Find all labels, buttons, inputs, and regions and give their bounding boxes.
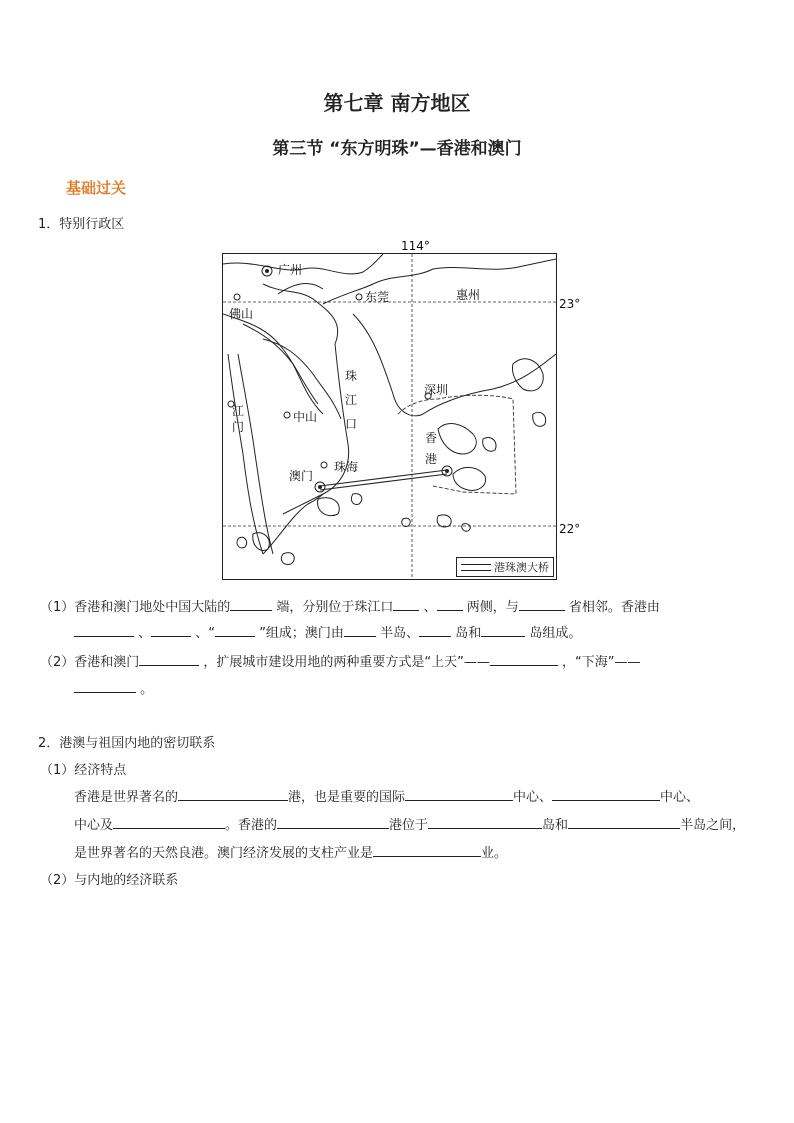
q1-p1-text-i: 半岛、 xyxy=(380,626,420,641)
blank-direction[interactable] xyxy=(230,598,272,611)
q1-p2-text-b: ，扩展城市建设用地的两种重要方式是“上天”—— xyxy=(203,655,490,670)
label-zhongshan: 中山 xyxy=(293,410,318,424)
dongguan-marker-icon xyxy=(356,294,362,300)
q1-part2-line1 xyxy=(40,651,641,670)
map-legend xyxy=(456,557,554,577)
hk-island-3 xyxy=(483,437,496,451)
q1-p2-text-c: ，“下海”—— xyxy=(562,655,641,670)
south-island-6 xyxy=(402,518,410,526)
blank-province[interactable] xyxy=(519,598,565,611)
q2-p1-line xyxy=(74,786,699,805)
q1-part1-line2 xyxy=(74,622,581,641)
coast-northeast xyxy=(323,259,556,304)
label-jiangmen-2: 门 xyxy=(232,420,245,434)
bridge-line-2 xyxy=(320,474,447,490)
blank-pillar-industry[interactable] xyxy=(373,844,481,857)
blank-macau-island-2[interactable] xyxy=(481,624,525,637)
blank-side-2[interactable] xyxy=(437,598,463,611)
blank-side-1[interactable] xyxy=(393,598,419,611)
blank-peninsula-name[interactable] xyxy=(568,816,680,829)
label-zhuhai: 珠海 xyxy=(334,460,359,474)
q1-p1-text-d: 两侧，与 xyxy=(466,600,519,615)
blank-center-1[interactable] xyxy=(405,788,513,801)
q1-part2-line2 xyxy=(74,678,153,697)
q2-p3-line xyxy=(74,842,507,861)
coord-22: 22° xyxy=(559,522,581,536)
hk-island-2 xyxy=(453,467,486,490)
blank-harbor-name[interactable] xyxy=(277,816,389,829)
hk-island-1 xyxy=(438,424,476,454)
delta-channel-1 xyxy=(223,314,318,404)
q1-p1-text-c: 、 xyxy=(423,600,437,615)
blank-land-feature[interactable] xyxy=(139,653,199,666)
west-coast xyxy=(263,494,323,554)
q2-p3-text-a: 是世界著名的天然良港。澳门经济发展的支柱产业是 xyxy=(74,846,374,861)
hk-boundary xyxy=(398,395,516,494)
south-island-8 xyxy=(462,524,470,532)
west-river-1 xyxy=(228,354,263,554)
q2-p1-text-a: 香港是世界著名的 xyxy=(74,790,179,805)
page-subtitle: 第三节 “东方明珠”—香港和澳门 xyxy=(272,139,522,159)
map-figure xyxy=(222,253,557,580)
south-island-5 xyxy=(237,537,247,548)
blank-port-type[interactable] xyxy=(178,788,288,801)
q1-p1-text-h: ”组成；澳门由 xyxy=(259,626,344,641)
q2-p2-text-e: 半岛之间， xyxy=(680,818,746,833)
macau-marker-dot xyxy=(318,485,322,489)
hongkong-marker-dot xyxy=(445,469,449,473)
q2-p2-line xyxy=(74,814,745,833)
foshan-marker-icon xyxy=(234,294,240,300)
guangzhou-marker-dot xyxy=(265,269,269,273)
q2-p3-text-b: 业。 xyxy=(481,846,508,861)
river-north xyxy=(223,254,383,274)
estuary-west-shore xyxy=(283,344,349,514)
q2-sub1: （1）经济特点 xyxy=(40,763,127,778)
blank-macau-peninsula[interactable] xyxy=(344,624,376,637)
label-pearl-2: 江 xyxy=(345,393,358,407)
river-channel xyxy=(278,284,323,294)
label-dongguan: 东莞 xyxy=(365,290,390,304)
bridge-legend-icon xyxy=(461,564,491,571)
q1-p1-text-k: 岛组成。 xyxy=(529,626,582,641)
label-foshan: 佛山 xyxy=(229,307,254,321)
q1-p1-text-a: （1）香港和澳门地处中国大陆的 xyxy=(40,600,231,615)
legend-label: 港珠澳大桥 xyxy=(494,561,549,574)
blank-island-name[interactable] xyxy=(428,816,542,829)
q1-p1-text-j: 岛和 xyxy=(455,626,482,641)
q1-p2-text-a: （2）香港和澳门 xyxy=(40,655,140,670)
section-label: 基础过关 xyxy=(66,179,127,197)
coord-114: 114° xyxy=(401,239,430,253)
label-pearl-1: 珠 xyxy=(345,369,358,383)
south-island-4 xyxy=(281,553,294,565)
label-guangzhou: 广州 xyxy=(278,263,303,277)
blank-hk-part-3[interactable] xyxy=(215,624,255,637)
label-hongkong-2: 港 xyxy=(425,452,438,466)
blank-sea-method[interactable] xyxy=(74,680,136,693)
q2-p2-text-a: 中心及 xyxy=(74,818,114,833)
page-title: 第七章 南方地区 xyxy=(323,91,471,115)
label-jiangmen-1: 江 xyxy=(232,404,245,418)
q2-p1-text-b: 港，也是重要的国际 xyxy=(288,790,406,805)
q1-p1-text-b: 端，分别位于珠江口 xyxy=(276,600,394,615)
coord-23: 23° xyxy=(559,297,581,311)
question-2-heading: 2．港澳与祖国内地的密切联系 xyxy=(38,736,216,751)
q2-p2-text-b: 。香港的 xyxy=(225,818,278,833)
estuary-east-shore xyxy=(353,314,556,416)
south-island-3 xyxy=(351,494,361,505)
south-island-7 xyxy=(437,515,451,527)
river-east xyxy=(263,284,338,344)
zhongshan-marker-icon xyxy=(284,412,290,418)
map-drawing xyxy=(223,254,556,579)
blank-hk-part-2[interactable] xyxy=(151,624,191,637)
blank-macau-island-1[interactable] xyxy=(419,624,451,637)
label-macau: 澳门 xyxy=(289,469,314,483)
label-shenzhen: 深圳 xyxy=(424,383,449,397)
blank-center-3[interactable] xyxy=(113,816,225,829)
label-huizhou: 惠州 xyxy=(456,288,481,302)
blank-hk-part-1[interactable] xyxy=(74,624,134,637)
south-island-2 xyxy=(318,498,340,516)
delta-channel-2 xyxy=(243,324,323,414)
q2-p2-text-d: 岛和 xyxy=(542,818,569,833)
zhuhai-marker-icon xyxy=(321,462,327,468)
question-1-heading: 1．特别行政区 xyxy=(38,217,125,232)
q2-p1-text-c: 中心、 xyxy=(513,790,553,805)
label-hongkong-1: 香 xyxy=(425,431,438,445)
blank-up-method[interactable] xyxy=(490,653,558,666)
q1-part1-line1 xyxy=(40,596,660,615)
blank-center-2[interactable] xyxy=(552,788,660,801)
q2-sub2: （2）与内地的经济联系 xyxy=(40,873,179,888)
q1-p2-text-d: 。 xyxy=(140,682,154,697)
q2-p2-text-c: 港位于 xyxy=(389,818,429,833)
q1-p1-text-g: 、“ xyxy=(195,626,216,641)
east-island-2 xyxy=(533,412,546,426)
label-pearl-3: 口 xyxy=(345,417,358,431)
q2-p1-text-d: 中心、 xyxy=(660,790,700,805)
q1-p1-text-e: 省相邻。香港由 xyxy=(568,600,660,615)
q1-p1-text-f: 、 xyxy=(138,626,152,641)
